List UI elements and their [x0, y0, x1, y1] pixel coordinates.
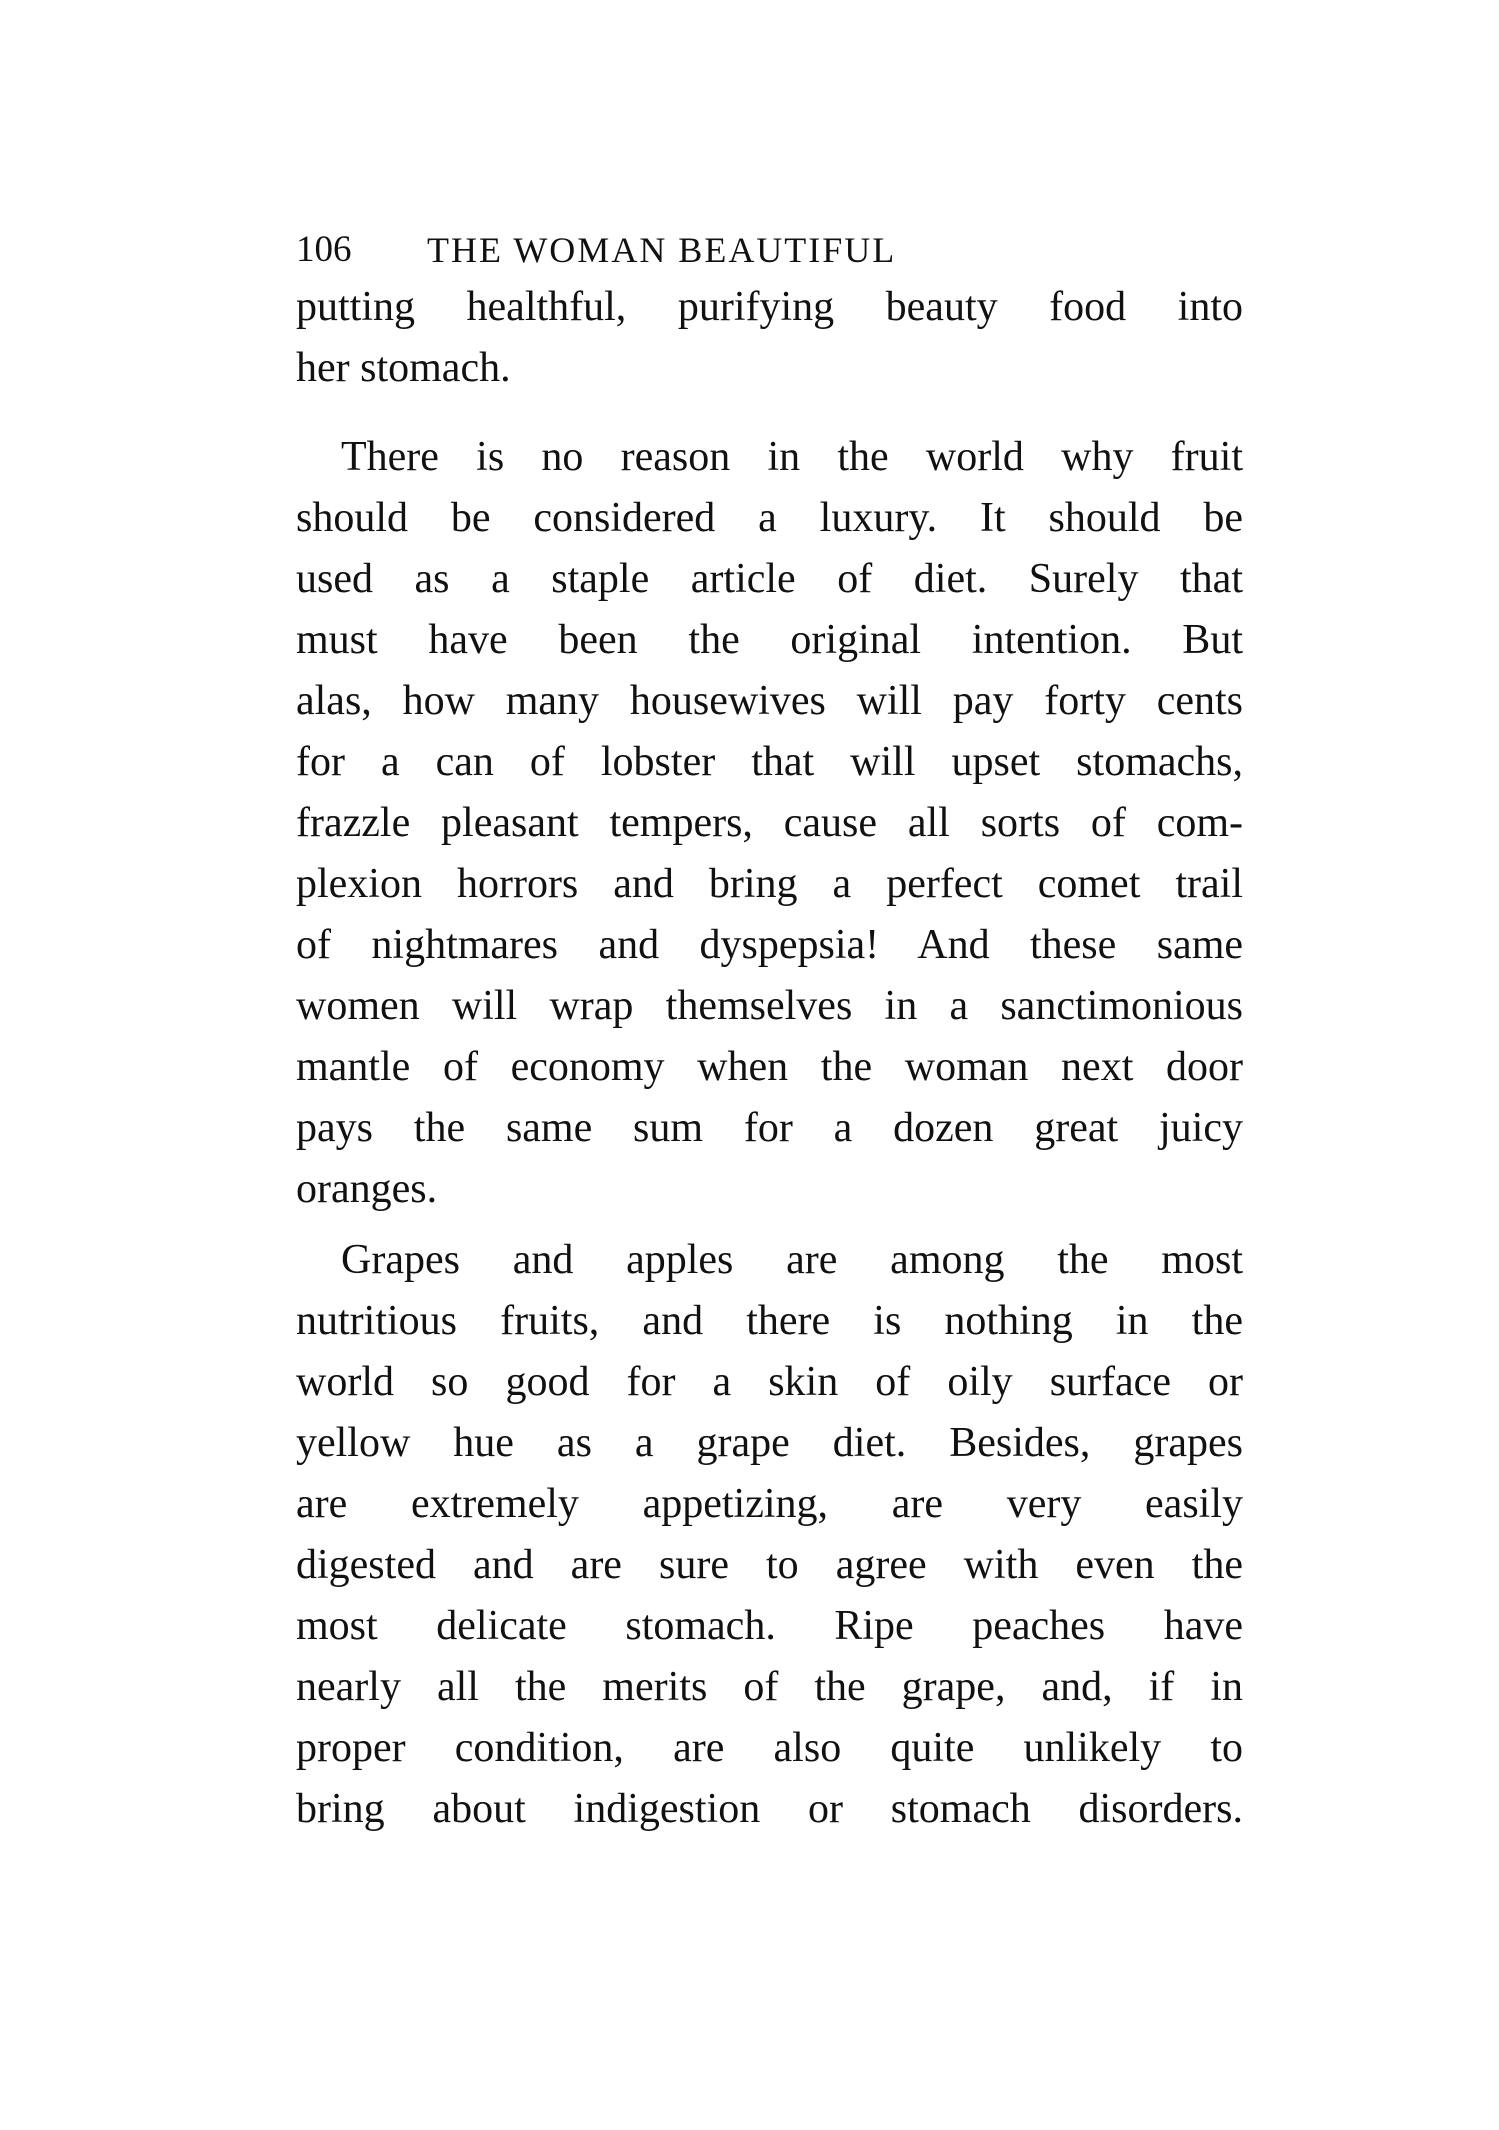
text-line: putting healthful, purifying beauty food into [296, 284, 1243, 330]
text-line: are extremely appetizing, are very easily [296, 1481, 1243, 1527]
text-line: alas, how many housewives will pay forty cents [296, 678, 1243, 724]
paragraph [296, 1230, 1243, 1840]
paragraph [296, 277, 1243, 399]
text-line: must have been the original intention. But [296, 617, 1243, 663]
body-text [296, 277, 1243, 1840]
text-line: proper condition, are also quite unlikely to [296, 1725, 1243, 1771]
text-line: of nightmares and dyspepsia! And these same [296, 922, 1243, 968]
text-line: used as a staple article of diet. Surely that [296, 556, 1243, 602]
text-line: her stomach. [296, 345, 511, 391]
text-line: nutritious fruits, and there is nothing in the [296, 1298, 1243, 1344]
text-line: nearly all the merits of the grape, and, if in [296, 1664, 1243, 1710]
text-line: Grapes and apples are among the most [341, 1237, 1243, 1283]
page-number: 106 [296, 229, 352, 270]
running-title: THE WOMAN BEAUTIFUL [427, 230, 897, 270]
text-line: world so good for a skin of oily surface or [296, 1359, 1243, 1405]
text-line: plexion horrors and bring a perfect comet trail [296, 861, 1243, 907]
text-line: yellow hue as a grape diet. Besides, grapes [296, 1420, 1243, 1466]
text-line: pays the same sum for a dozen great juicy [296, 1105, 1243, 1151]
text-line: should be considered a luxury. It should be [296, 495, 1243, 541]
text-line: bring about indigestion or stomach disorders. [296, 1786, 1243, 1832]
text-line: oranges. [296, 1166, 438, 1212]
text-line: frazzle pleasant tempers, cause all sorts of com- [296, 800, 1243, 846]
text-line: women will wrap themselves in a sanctimonious [296, 983, 1243, 1029]
text-line: most delicate stomach. Ripe peaches have [296, 1603, 1243, 1649]
text-line: for a can of lobster that will upset stomachs, [296, 739, 1243, 785]
text-line: mantle of economy when the woman next door [296, 1044, 1243, 1090]
page-header [296, 222, 1243, 278]
text-line: digested and are sure to agree with even the [296, 1542, 1243, 1588]
text-line: There is no reason in the world why fruit [341, 434, 1243, 480]
paragraph [296, 427, 1243, 1220]
